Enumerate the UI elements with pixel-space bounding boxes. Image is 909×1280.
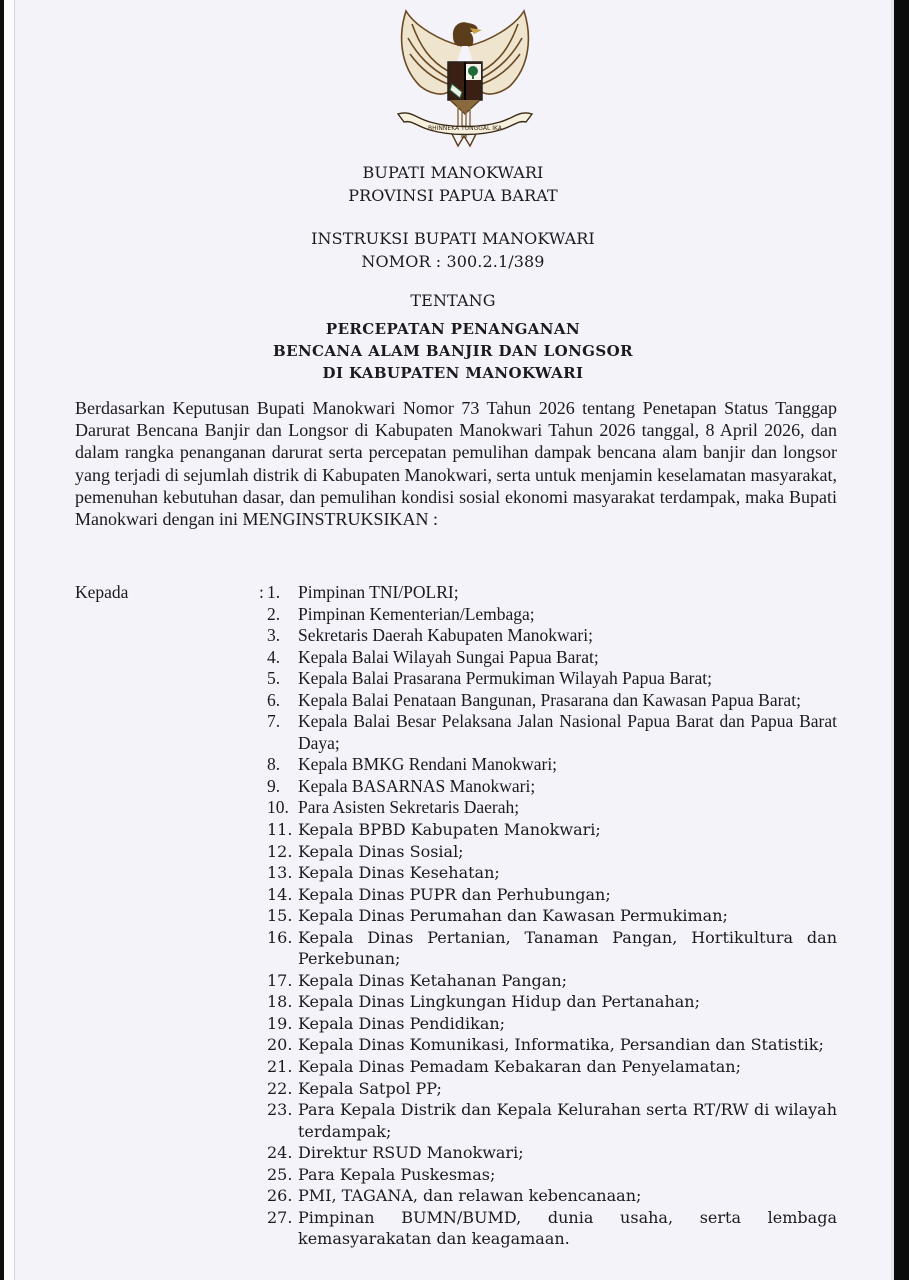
province-title: PROVINSI PAPUA BARAT — [348, 186, 558, 205]
recipient-item — [267, 1034, 837, 1056]
recipient-item — [267, 991, 837, 1013]
recipient-item — [267, 776, 837, 798]
recipient-number: 2. — [267, 603, 281, 624]
recipient-item — [267, 1099, 837, 1142]
recipient-text: Kepala Dinas Perumahan dan Kawasan Permukiman; — [298, 906, 728, 926]
recipient-text: Kepala BPBD Kabupaten Manokwari; — [298, 820, 601, 840]
recipient-number: 19. — [267, 1013, 293, 1033]
document-number: NOMOR : 300.2.1/389 — [361, 252, 545, 271]
recipient-number: 26. — [267, 1186, 293, 1206]
recipient-text: Kepala Dinas Pendidikan; — [298, 1013, 506, 1033]
recipient-text: Kepala Dinas Sosial; — [298, 841, 464, 861]
recipient-item — [267, 1056, 837, 1078]
recipient-number: 13. — [267, 863, 293, 883]
recipient-number: 15. — [267, 906, 293, 926]
recipient-number: 3. — [267, 625, 281, 646]
title-line-3: DI KABUPATEN MANOKWARI — [322, 364, 584, 382]
recipient-text: Sekretaris Daerah Kabupaten Manokwari; — [298, 625, 593, 646]
title-line-2: BENCANA ALAM BANJIR DAN LONGSOR — [273, 342, 633, 360]
recipient-number: 14. — [267, 884, 293, 904]
recipients-list — [267, 582, 837, 1250]
recipient-number: 9. — [267, 775, 281, 796]
recipient-item — [267, 1164, 837, 1186]
recipient-item — [267, 647, 837, 669]
recipient-item — [267, 1013, 837, 1035]
document-page — [15, 0, 891, 1280]
recipient-text: Kepala Dinas Ketahanan Pangan; — [298, 970, 568, 990]
recipient-item — [267, 905, 837, 927]
recipient-item — [267, 625, 837, 647]
recipient-text: Kepala Dinas PUPR dan Perhubungan; — [298, 884, 611, 904]
garuda-pancasila-emblem-icon — [390, 6, 540, 150]
recipient-text: Kepala Dinas Kesehatan; — [298, 863, 500, 883]
recipient-text: Para Asisten Sekretaris Daerah; — [298, 797, 520, 818]
recipient-number: 6. — [267, 689, 281, 710]
recipient-number: 22. — [267, 1078, 293, 1098]
recipient-item — [267, 819, 837, 841]
recipient-number: 5. — [267, 668, 281, 689]
recipient-text: Direktur RSUD Manokwari; — [298, 1143, 524, 1163]
recipient-item — [267, 862, 837, 884]
recipient-number: 27. — [267, 1207, 293, 1227]
recipients-colon: : — [259, 582, 264, 602]
recipient-item — [267, 754, 837, 776]
recipients-label: Kepada — [75, 582, 129, 602]
emblem-motto: BHINNEKA TUNGGAL IKA — [428, 125, 502, 132]
title-line-1: PERCEPATAN PENANGANAN — [325, 320, 581, 338]
recipient-number: 7. — [267, 711, 281, 732]
recipient-number: 20. — [267, 1035, 293, 1055]
recipient-item — [267, 970, 837, 992]
recipient-text: Pimpinan Kementerian/Lembaga; — [298, 603, 535, 624]
recipient-number: 16. — [267, 927, 293, 947]
recipient-text: Kepala Balai Wilayah Sungai Papua Barat; — [298, 646, 599, 667]
recipient-item — [267, 797, 837, 819]
recipient-item — [267, 604, 837, 626]
recipient-item — [267, 1185, 837, 1207]
recipient-number: 25. — [267, 1164, 293, 1184]
office-title: BUPATI MANOKWARI — [362, 163, 544, 182]
recipient-item — [267, 884, 837, 906]
recipient-text: Kepala Dinas Pemadam Kebakaran dan Penyelamatan; — [298, 1057, 741, 1077]
scan-left-margin — [4, 0, 15, 1280]
recipient-item — [267, 1142, 837, 1164]
recipient-item — [267, 582, 837, 604]
recipient-text: Kepala Dinas Lingkungan Hidup dan Pertanahan; — [298, 992, 700, 1012]
recipient-text: Kepala Dinas Komunikasi, Informatika, Persandian dan Statistik; — [298, 1035, 824, 1055]
recipient-item — [267, 841, 837, 863]
recipient-number: 18. — [267, 992, 293, 1012]
recipient-text: Kepala Dinas Pertanian, Tanaman Pangan, Hortikultura dan Perkebunan; — [298, 927, 837, 969]
scan-right-margin — [891, 0, 894, 1280]
about-label: TENTANG — [410, 291, 496, 310]
recipient-number: 17. — [267, 970, 293, 990]
recipient-text: Pimpinan BUMN/BUMD, dunia usaha, serta lembaga kemasyarakatan dan keagamaan. — [298, 1207, 837, 1249]
recipient-text: Para Kepala Distrik dan Kepala Kelurahan serta RT/RW di wilayah terdampak; — [298, 1100, 837, 1141]
recipient-item — [267, 1207, 837, 1250]
recipient-number: 12. — [267, 841, 293, 861]
recipient-text: Kepala Balai Penataan Bangunan, Prasarana dan Kawasan Papua Barat; — [298, 689, 801, 710]
recipient-text: Kepala Balai Besar Pelaksana Jalan Nasional Papua Barat dan Papua Barat Daya; — [298, 711, 837, 753]
recipient-number: 1. — [267, 582, 281, 602]
recipient-number: 10. — [267, 797, 289, 818]
recipient-item — [267, 1078, 837, 1100]
recipient-text: Pimpinan TNI/POLRI; — [298, 582, 459, 602]
recipient-text: Kepala BMKG Rendani Manokwari; — [298, 754, 558, 775]
recipient-number: 21. — [267, 1057, 293, 1077]
recipient-text: Kepala BASARNAS Manokwari; — [298, 775, 536, 796]
recipient-text: Kepala Balai Prasarana Permukiman Wilayah Papua Barat; — [298, 668, 712, 689]
recipient-number: 11. — [267, 820, 293, 840]
recipient-text: Para Kepala Puskesmas; — [298, 1164, 496, 1184]
recipient-number: 4. — [267, 646, 281, 667]
recipient-item — [267, 927, 837, 970]
recipient-number: 23. — [267, 1100, 293, 1120]
document-type: INSTRUKSI BUPATI MANOKWARI — [311, 229, 595, 248]
recipient-text: Kepala Satpol PP; — [298, 1078, 442, 1098]
recipient-item — [267, 711, 837, 754]
recipient-item — [267, 690, 837, 712]
recipient-text: PMI, TAGANA, dan relawan kebencanaan; — [298, 1186, 642, 1206]
recipient-number: 8. — [267, 754, 281, 775]
recipient-number: 24. — [267, 1143, 293, 1163]
recipient-item — [267, 668, 837, 690]
preamble-paragraph: Berdasarkan Keputusan Bupati Manokwari Nomor 73 Tahun 2026 tentang Penetapan Status Tanggap Darurat Bencana Banjir dan Longsor di Kabupaten Manokwari Tahun 2026 tanggal, 8 April 2026, dan dalam rangka penanganan darurat serta percepatan pemulihan dampak bencana alam banjir dan longsor yang terjadi di sejumlah distrik di Kabupaten Manokwari, serta untuk menjamin keselamatan masyarakat, pemenuhan kebutuhan dasar, dan pemulihan kondisi sosial ekonomi masyarakat terdampak, maka Bupati Manokwari dengan ini MENGINSTRUKSIKAN : — [75, 398, 837, 530]
